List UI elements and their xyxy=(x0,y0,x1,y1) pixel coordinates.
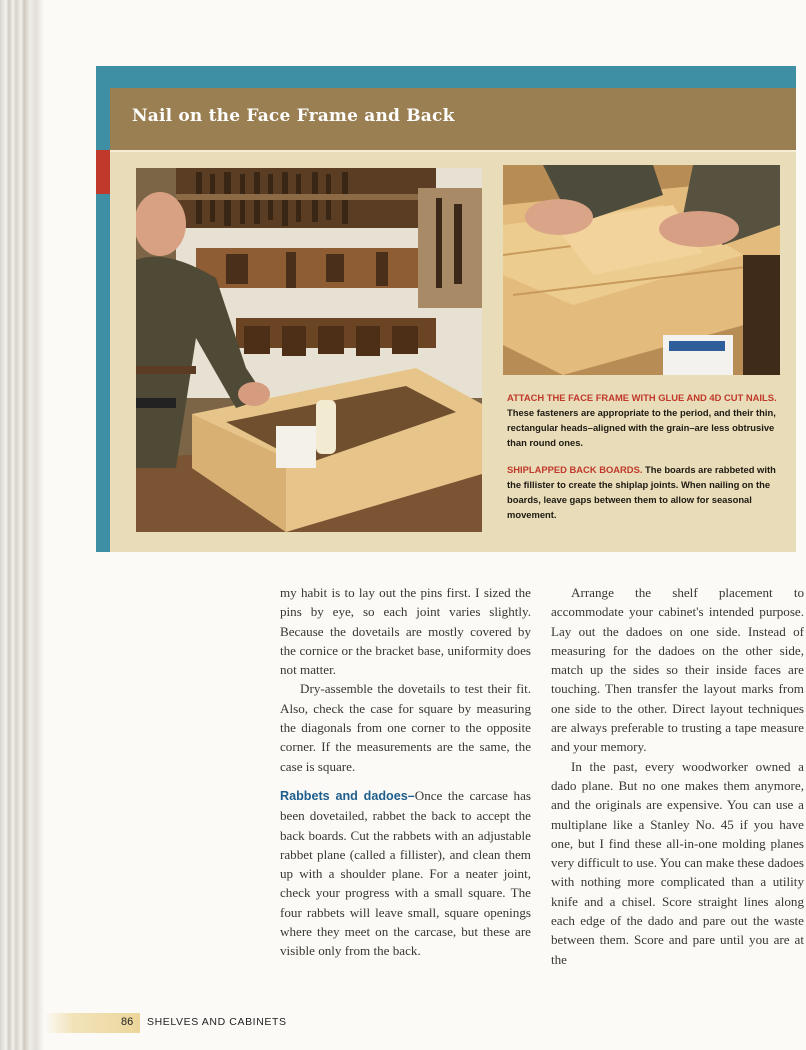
workshop-illustration xyxy=(136,168,482,532)
photo-workshop-nailing xyxy=(136,168,482,532)
paragraph: In the past, every woodworker owned a dado plane. But no one makes them anymore, and the originals are expensive. You can use a multiplane like a Stanley No. 45 if you have one, but I find these all-in-one molding planes very difficult to use. You can make these dadoes with nothing more complicated than a utility knife and a chisel. Score straight lines along each edge of the dado and pare out the waste between them. Score and pare until you are at the xyxy=(551,758,804,967)
sidebar-divider xyxy=(110,150,796,152)
page-edge xyxy=(0,0,44,1050)
paragraph-text: Once the carcase has been dovetailed, rabbet the back to accept the back boards. Cut the rabbets with an adjustable rabbet plane (called a fillister), and clean them up with a shoulder plane. For a neater joint, check your progress with a small square. The four rabbets will leave small, square openings where they meet on the carcase, but these are visible only from the back. xyxy=(280,787,531,959)
caption-face-frame xyxy=(507,390,787,450)
subhead-rabbets-dadoes: Rabbets and dadoes– xyxy=(280,788,415,803)
paragraph: Arrange the shelf placement to accommodate your cabinet's intended purpose. Lay out the dadoes on one side. Instead of measuring for the dadoes on the other side, match up the sides so their inside faces are touching. Then transfer the layout marks from one side to the other. Direct layout techniques are always preferable to trusting a tape measure and your memory. xyxy=(551,585,804,755)
body-column-right xyxy=(551,583,804,969)
sidebar-title-bar xyxy=(110,88,796,150)
caption-text: These fasteners are appropriate to the period, and their thin, rectangular heads–aligned with the grain–are less obtrusive than round ones. xyxy=(507,407,776,448)
sidebar-red-marker xyxy=(96,150,110,194)
caption-text: The boards are rabbeted with the fillister to create the shiplap joints. When nailing on the boards, leave gaps between them to allow for seasonal movement. xyxy=(507,464,776,520)
sidebar-captions xyxy=(507,390,787,534)
caption-back-boards xyxy=(507,462,787,522)
page-number: 86 xyxy=(121,1016,134,1028)
paragraph-with-subhead xyxy=(280,786,531,961)
caption-heading: ATTACH THE FACE FRAME WITH GLUE AND 4D CUT NAILS. xyxy=(507,392,777,403)
sidebar-top-bar xyxy=(96,66,796,88)
running-footer-title: SHELVES AND CABINETS xyxy=(147,1016,287,1028)
body-column-left xyxy=(280,583,531,961)
sidebar-title: Nail on the Face Frame and Back xyxy=(132,106,455,126)
paragraph: my habit is to lay out the pins first. I sized the pins by eye, so each joint varies slightly. Because the dovetails are mostly covered by the cornice or the bracket base, uniformity does not matter. xyxy=(280,585,531,678)
photo-back-boards xyxy=(503,165,780,375)
back-boards-illustration xyxy=(503,165,780,375)
paragraph: Dry-assemble the dovetails to test their fit. Also, check the case for square by measuring the diagonals from one corner to the opposite corner. If the measurements are the same, the case is square. xyxy=(280,681,531,774)
caption-heading: SHIPLAPPED BACK BOARDS. xyxy=(507,464,643,475)
